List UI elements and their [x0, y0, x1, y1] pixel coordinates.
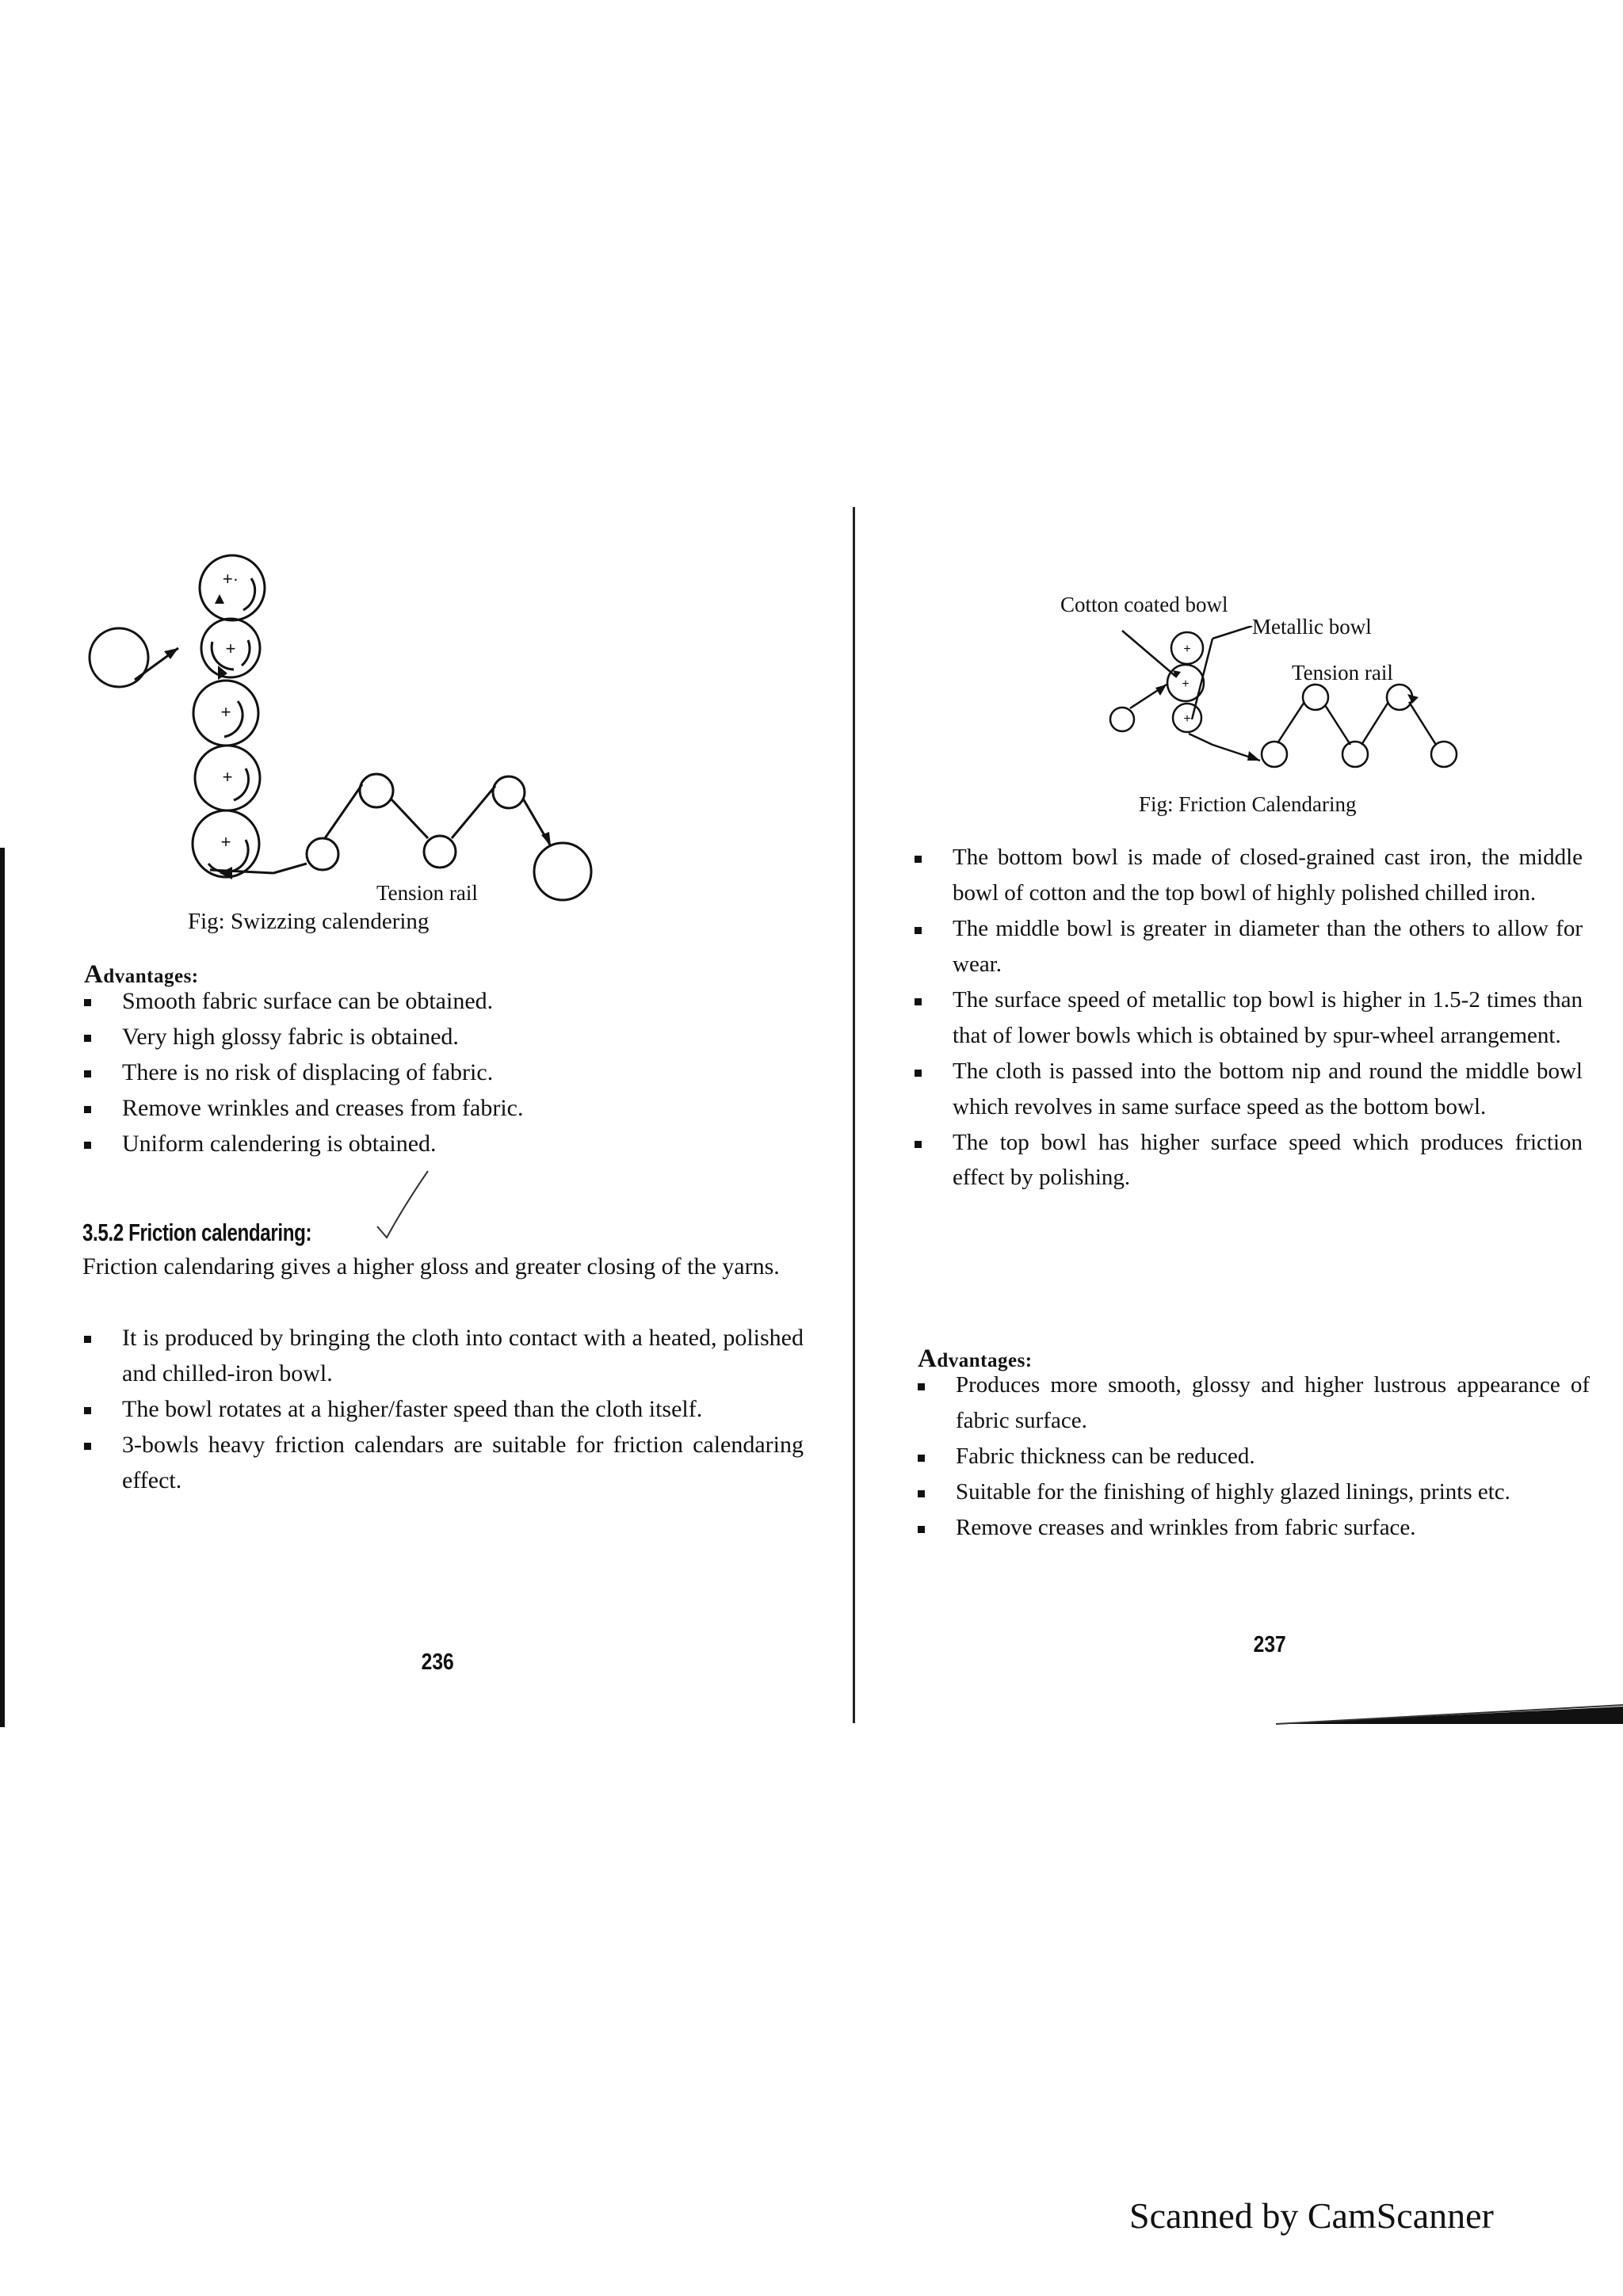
- list-item: Remove wrinkles and creases from fabric.: [122, 1090, 677, 1126]
- take-up-roll: [534, 843, 591, 900]
- page-spine: [853, 507, 855, 1723]
- left-page-edge: [0, 848, 5, 1727]
- figure-caption-friction: Fig: Friction Calendaring: [1139, 792, 1357, 816]
- page-number-left: 236: [421, 1650, 454, 1675]
- scanner-watermark: Scanned by CamScanner: [1129, 2195, 1494, 2236]
- advantages-heading-right: Advantages:: [918, 1344, 1033, 1373]
- advantages-list-left: [122, 983, 677, 1161]
- list-item: 3-bowls heavy friction calendars are suitable for friction calendaring effect.: [122, 1427, 804, 1498]
- section-heading: 3.5.2 Friction calendaring:: [82, 1219, 312, 1246]
- list-item: It is produced by bringing the cloth into contact with a heated, polished and chilled-iron bowl.: [122, 1320, 804, 1391]
- list-item: Smooth fabric surface can be obtained.: [122, 983, 677, 1019]
- list-item: Uniform calendering is obtained.: [122, 1126, 677, 1161]
- svg-text:+: +: [225, 639, 236, 658]
- list-item: Remove creases and wrinkles from fabric surface.: [956, 1510, 1590, 1546]
- friction-points-list: [122, 1320, 804, 1498]
- feed-roll: [90, 628, 148, 687]
- tension-rail-label: Tension rail: [376, 881, 478, 905]
- checkmark-icon: [372, 1165, 436, 1252]
- section-intro: Friction calendaring gives a higher gloss and greater closing of the yarns.: [82, 1253, 780, 1280]
- swizzing-calendering-diagram: [75, 547, 614, 919]
- list-item: The bowl rotates at a higher/faster speed than the cloth itself.: [122, 1391, 804, 1427]
- advantages-list-right: [956, 1367, 1590, 1546]
- label-tension-rail: Tension rail: [1292, 661, 1393, 685]
- label-metallic-bowl: Metallic bowl: [1252, 615, 1372, 639]
- page-number-right: 237: [1253, 1632, 1286, 1657]
- list-item: The cloth is passed into the bottom nip and round the middle bowl which revolves in same surface speed as the bottom bowl.: [953, 1054, 1583, 1125]
- friction-description-list: [953, 840, 1583, 1196]
- list-item: Fabric thickness can be reduced.: [956, 1439, 1590, 1474]
- figure-caption-swizzing: Fig: Swizzing calendering: [188, 909, 430, 934]
- list-item: The middle bowl is greater in diameter than the others to allow for wear.: [953, 911, 1583, 982]
- list-item: The bottom bowl is made of closed-grained cast iron, the middle bowl of cotton and the top bowl of highly polished chilled iron.: [953, 840, 1583, 911]
- svg-text:+·: +·: [222, 569, 239, 589]
- svg-text:+: +: [220, 702, 231, 722]
- friction-calendaring-diagram: [1094, 626, 1474, 784]
- svg-text:+: +: [1182, 677, 1190, 691]
- list-item: Produces more smooth, glossy and higher lustrous appearance of fabric surface.: [956, 1367, 1590, 1439]
- svg-text:+: +: [220, 832, 231, 852]
- svg-text:+: +: [222, 767, 233, 787]
- svg-text:+: +: [1183, 643, 1191, 656]
- list-item: There is no risk of displacing of fabric.: [122, 1055, 677, 1090]
- list-item: The surface speed of metallic top bowl is higher in 1.5-2 times than that of lower bowls which is obtained by spur-wheel arrangement.: [953, 982, 1583, 1054]
- page-corner-shadow: [1276, 1703, 1623, 1726]
- advantages-heading-left: Advantages:: [84, 960, 199, 989]
- list-item: Suitable for the finishing of highly glazed linings, prints etc.: [956, 1474, 1590, 1510]
- list-item: Very high glossy fabric is obtained.: [122, 1019, 677, 1055]
- label-cotton-coated-bowl: Cotton coated bowl: [1060, 593, 1228, 616]
- list-item: The top bowl has higher surface speed which produces friction effect by polishing.: [953, 1125, 1583, 1196]
- svg-text:+: +: [1183, 712, 1191, 726]
